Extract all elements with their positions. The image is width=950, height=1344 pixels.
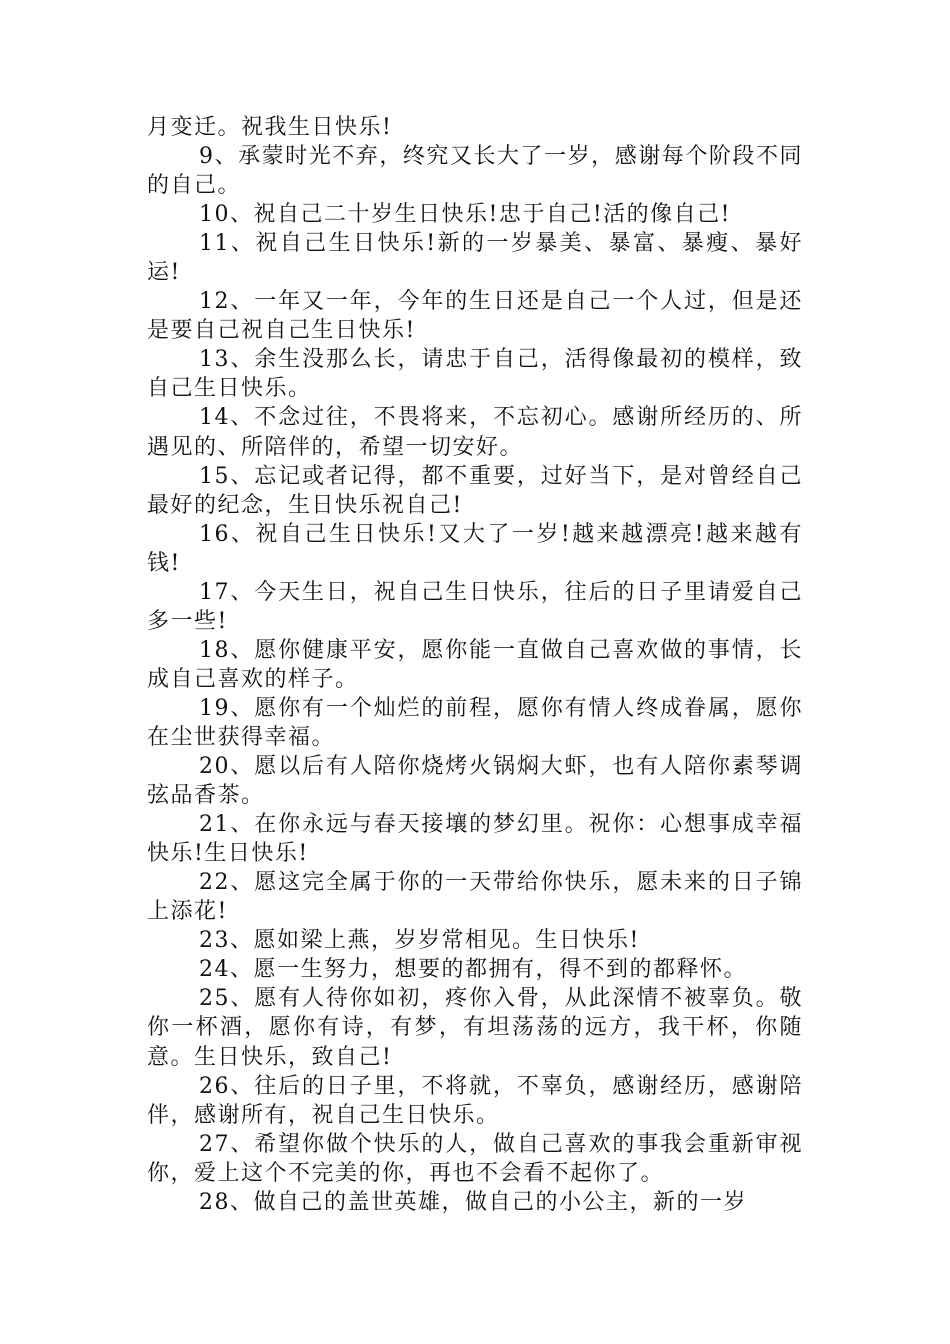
paragraph-item-10: 10、祝自己二十岁生日快乐!忠于自己!活的像自己! <box>199 202 732 228</box>
paragraph-item-16: 16、祝自己生日快乐!又大了一岁!越来越漂亮!越来越有钱! <box>147 521 803 576</box>
paragraph-item-12: 12、一年又一年，今年的生日还是自己一个人过，但是还是要自己祝自己生日快乐! <box>147 289 803 344</box>
paragraph-item-20: 20、愿以后有人陪你烧烤火锅焖大虾，也有人陪你素琴调弦品香茶。 <box>147 754 803 809</box>
paragraph-item-28: 28、做自己的盖世英雄，做自己的小公主，新的一岁 <box>199 1189 747 1215</box>
paragraph-item-17: 17、今天生日，祝自己生日快乐，往后的日子里请爱自己多一些! <box>147 579 803 634</box>
paragraph-item-14: 14、不念过往，不畏将来，不忘初心。感谢所经历的、所遇见的、所陪伴的，希望一切安好。 <box>147 405 803 460</box>
paragraph-item-23: 23、愿如梁上燕，岁岁常相见。生日快乐! <box>199 928 640 954</box>
paragraph-item-13: 13、余生没那么长，请忠于自己，活得像最初的模样，致自己生日快乐。 <box>147 347 803 402</box>
paragraph-item-24: 24、愿一生努力，想要的都拥有，得不到的都释怀。 <box>199 957 747 983</box>
paragraph-item-21: 21、在你永远与春天接壤的梦幻里。祝你：心想事成幸福快乐!生日快乐! <box>147 812 803 867</box>
paragraph-continuation: 月变迁。祝我生日快乐! <box>147 115 393 140</box>
paragraph-item-26: 26、往后的日子里，不将就，不辜负，感谢经历，感谢陪伴，感谢所有，祝自己生日快乐。 <box>147 1073 803 1128</box>
paragraph-item-18: 18、愿你健康平安，愿你能一直做自己喜欢做的事情，长成自己喜欢的样子。 <box>147 637 803 692</box>
paragraph-item-15: 15、忘记或者记得，都不重要，过好当下，是对曾经自己最好的纪念，生日快乐祝自己! <box>147 463 803 518</box>
paragraph-item-19: 19、愿你有一个灿烂的前程，愿你有情人终成眷属，愿你在尘世获得幸福。 <box>147 695 803 750</box>
document-body <box>147 113 803 1217</box>
paragraph-item-22: 22、愿这完全属于你的一天带给你快乐，愿未来的日子锦上添花! <box>147 870 803 925</box>
paragraph-item-25: 25、愿有人待你如初，疼你入骨，从此深情不被辜负。敬你一杯酒，愿你有诗，有梦，有坦荡荡的远方，我干杯，你随意。生日快乐，致自己! <box>147 986 803 1070</box>
paragraph-item-27: 27、希望你做个快乐的人，做自己喜欢的事我会重新审视你，爱上这个不完美的你，再也不会看不起你了。 <box>147 1131 803 1186</box>
paragraph-item-11: 11、祝自己生日快乐!新的一岁暴美、暴富、暴瘦、暴好运! <box>147 231 803 286</box>
paragraph-item-9: 9、承蒙时光不弃，终究又长大了一岁，感谢每个阶段不同的自己。 <box>147 144 803 199</box>
